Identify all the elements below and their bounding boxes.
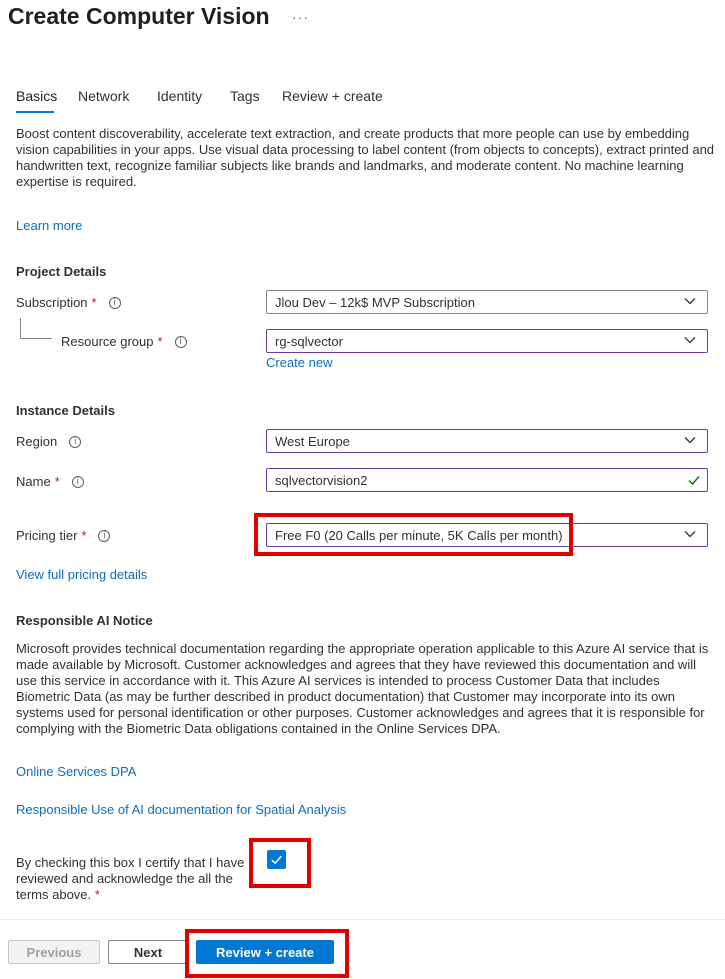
- subscription-value: Jlou Dev – 12k$ MVP Subscription: [275, 294, 475, 310]
- region-label-text: Region: [16, 434, 58, 449]
- next-button[interactable]: Next: [108, 940, 188, 964]
- chevron-down-icon: [683, 433, 697, 447]
- required-marker: *: [81, 528, 87, 543]
- active-tab-indicator: [16, 111, 54, 113]
- checkbox-highlight: [249, 838, 311, 888]
- tab-tags[interactable]: Tags: [230, 88, 260, 104]
- tab-identity[interactable]: Identity: [157, 88, 203, 104]
- intro-text: Boost content discoverability, accelerate text extraction, and create products that more people can use by embedding vision capabilities in your apps. Use visual data processing to label content (from objects to concepts), extract printed and handwritten text, recognize familiar subjects like brands and landmarks, and moderate content. No machine learning expertise is required.: [16, 126, 715, 189]
- info-icon[interactable]: i: [72, 476, 84, 488]
- project-details-heading: Project Details: [16, 264, 107, 279]
- name-label-text: Name: [16, 474, 51, 489]
- resource-group-value: rg-sqlvector: [275, 333, 343, 349]
- pricing-tier-label: [16, 528, 110, 543]
- page-title: Create Computer Vision: [8, 3, 270, 29]
- resource-group-select[interactable]: [266, 329, 708, 353]
- chevron-down-icon: [683, 333, 697, 347]
- tab-network[interactable]: Network: [78, 88, 130, 104]
- tree-connector: [20, 318, 21, 338]
- learn-more-link[interactable]: Learn more: [16, 218, 83, 233]
- subscription-label: [16, 295, 121, 310]
- region-label: [16, 434, 81, 449]
- tab-basics[interactable]: Basics: [16, 88, 58, 104]
- footer-divider: [0, 919, 725, 920]
- region-select[interactable]: [266, 429, 708, 453]
- pricing-tier-label-text: Pricing tier: [16, 528, 78, 543]
- pricing-tier-value: Free F0 (20 Calls per minute, 5K Calls per month): [275, 527, 563, 543]
- required-marker: *: [94, 887, 100, 902]
- notice-text: Microsoft provides technical documentation regarding the appropriate operation applicable to this Azure AI service that is made available by Microsoft. Customer acknowledges and agrees that they have reviewed this documentation and will use this service in accordance with it. This Azure AI services is intended to process Customer Data that includes Biometric Data (as may be further described in product documentation) that Customer may incorporate into its own systems used for personal identification or other purposes. Customer acknowledges and agrees that it is responsible for complying with the Biometric Data obligations contained in the Online Services DPA.: [16, 641, 709, 736]
- more-options-icon[interactable]: ···: [292, 9, 309, 25]
- chevron-down-icon: [683, 294, 697, 308]
- name-label: [16, 474, 84, 489]
- resource-group-label-text: Resource group: [61, 334, 154, 349]
- name-input[interactable]: [266, 468, 708, 492]
- resource-group-label: [61, 334, 187, 349]
- info-icon[interactable]: i: [109, 297, 121, 309]
- spatial-analysis-link[interactable]: Responsible Use of AI documentation for Spatial Analysis: [16, 802, 347, 817]
- certify-label: [16, 855, 256, 903]
- required-marker: *: [91, 295, 97, 310]
- online-services-dpa-link[interactable]: Online Services DPA: [16, 764, 137, 779]
- previous-button[interactable]: Previous: [8, 940, 100, 964]
- responsible-ai-heading: Responsible AI Notice: [16, 613, 153, 628]
- checkmark-icon: [687, 473, 701, 487]
- tab-review-create[interactable]: Review + create: [282, 88, 383, 104]
- certify-text: By checking this box I certify that I have reviewed and acknowledge the all the terms above.: [16, 855, 245, 902]
- required-marker: *: [54, 474, 60, 489]
- pricing-tier-highlight: [254, 513, 573, 556]
- name-value: sqlvectorvision2: [275, 472, 368, 488]
- review-create-button[interactable]: Review + create: [196, 940, 334, 964]
- region-value: West Europe: [275, 433, 350, 449]
- create-new-link[interactable]: Create new: [266, 355, 333, 370]
- instance-details-heading: Instance Details: [16, 403, 115, 418]
- required-marker: *: [157, 334, 163, 349]
- info-icon[interactable]: i: [175, 336, 187, 348]
- review-button-highlight: [185, 929, 349, 978]
- subscription-select[interactable]: [266, 290, 708, 314]
- info-icon[interactable]: i: [98, 530, 110, 542]
- subscription-label-text: Subscription: [16, 295, 88, 310]
- pricing-details-link[interactable]: View full pricing details: [16, 567, 148, 582]
- chevron-down-icon: [683, 527, 697, 541]
- info-icon[interactable]: i: [69, 436, 81, 448]
- tree-connector: [20, 338, 52, 339]
